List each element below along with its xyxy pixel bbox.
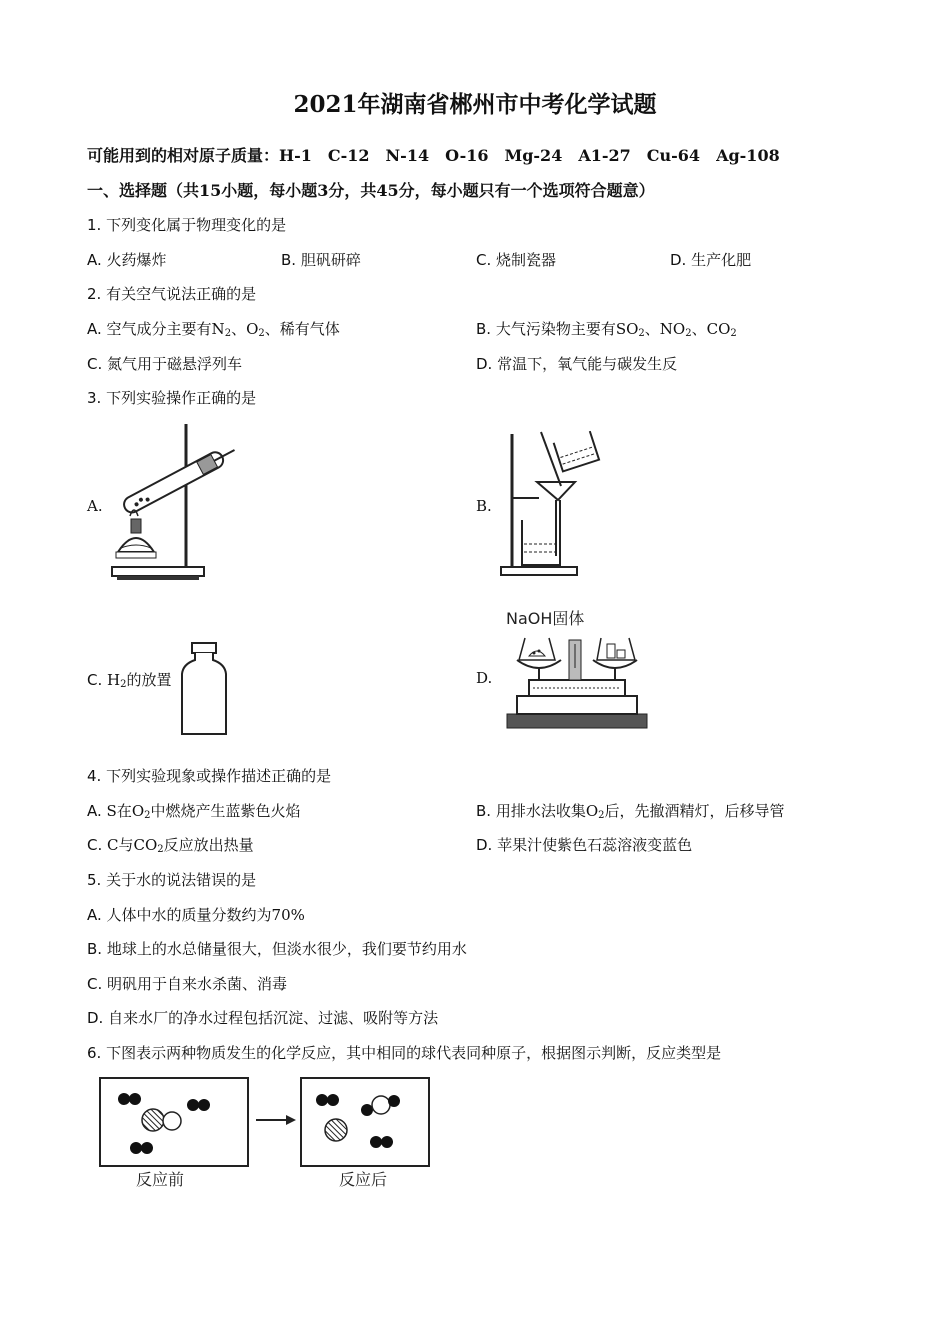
q2-option-a: A. 空气成分主要有$N_2$、$O_2$、稀有气体 <box>87 320 340 339</box>
q2-option-b: B. 大气污染物主要有$SO_2$、$NO_2$、$CO_2$ <box>476 320 737 339</box>
question-4-stem: 下列实验现象或操作描述正确的是 <box>106 767 332 785</box>
atomic-mass-cu: Cu-64 <box>646 146 701 165</box>
q4-option-b: B. 用排水法收集$O_2$后，先撤酒精灯，后移导管 <box>476 802 785 821</box>
atomic-mass-n: N-14 <box>385 146 430 165</box>
naoh-solid-label: NaOH固体 <box>506 609 585 628</box>
question-3 <box>87 387 256 408</box>
q5-option-d: D. 自来水厂的净水过程包括沉淀、过滤、吸附等方法 <box>87 1009 439 1027</box>
question-5 <box>87 869 256 890</box>
q2-option-c: C. 氮气用于磁悬浮列车 <box>87 355 243 373</box>
q4-option-a: A. S在$O_2$中燃烧产生蓝紫色火焰 <box>87 802 301 821</box>
question-6-number: 6. <box>87 1044 102 1062</box>
question-2-number: 2. <box>87 285 102 303</box>
question-2-stem: 有关空气说法正确的是 <box>106 285 257 303</box>
atomic-mass-ag: Ag-108 <box>716 146 780 165</box>
q1-option-c: C. 烧制瓷器 <box>476 251 557 269</box>
question-6 <box>87 1042 721 1063</box>
question-6-stem: 下图表示两种物质发生的化学反应，其中相同的球代表同种原子，根据图示判断，反应类型是 <box>106 1044 722 1062</box>
section-heading: 一、选择题（共15小题，每小题3分，共45分，每小题只有一个选项符合题意） <box>87 181 655 200</box>
question-1 <box>87 214 286 235</box>
after-reaction-box <box>301 1078 429 1166</box>
heating-test-tube-figure <box>108 420 248 582</box>
question-2 <box>87 283 256 304</box>
q1-option-b: B. 胆矾研碎 <box>281 251 361 269</box>
question-1-number: 1. <box>87 216 102 234</box>
filtration-figure <box>497 428 609 580</box>
before-reaction-label: 反应前 <box>136 1170 185 1189</box>
q3-option-b-letter: B. <box>476 497 492 515</box>
balance-figure <box>503 604 653 732</box>
q4-option-c: C. C与$CO_2$反应放出热量 <box>87 836 254 855</box>
question-5-stem: 关于水的说法错误的是 <box>106 871 257 889</box>
question-1-stem: 下列变化属于物理变化的是 <box>106 216 287 234</box>
q3-option-c: C. $H_2$的放置 <box>87 671 172 690</box>
question-3-number: 3. <box>87 389 102 407</box>
question-3-stem: 下列实验操作正确的是 <box>106 389 257 407</box>
atomic-masses-label: 可能用到的相对原子质量： <box>87 146 280 165</box>
q5-option-a: A. 人体中水的质量分数约为70% <box>87 906 305 924</box>
q1-option-a: A. 火药爆炸 <box>87 251 167 269</box>
atomic-mass-mg: Mg-24 <box>504 146 563 165</box>
q2-option-d: D. 常温下，氧气能与碳发生反 <box>476 355 678 373</box>
gas-bottle-figure <box>178 640 230 738</box>
question-4 <box>87 765 331 786</box>
after-reaction-label: 反应后 <box>339 1170 388 1189</box>
question-4-number: 4. <box>87 767 102 785</box>
atomic-mass-o: O-16 <box>445 146 489 165</box>
atomic-masses <box>87 143 780 166</box>
q5-option-c: C. 明矾用于自来水杀菌、消毒 <box>87 975 288 993</box>
reaction-diagram <box>96 1072 446 1197</box>
q5-option-b: B. 地球上的水总储量很大，但淡水很少，我们要节约用水 <box>87 940 467 958</box>
q1-option-d: D. 生产化肥 <box>670 251 752 269</box>
page-title: 2021年湖南省郴州市中考化学试题 <box>293 91 657 118</box>
reaction-arrow <box>256 1115 296 1125</box>
before-reaction-box <box>100 1078 248 1166</box>
q3-option-d-letter: D. <box>476 669 493 687</box>
question-5-number: 5. <box>87 871 102 889</box>
atomic-mass-h: H-1 <box>279 146 312 165</box>
atomic-mass-c: C-12 <box>327 146 370 165</box>
q3-option-a-letter: A. <box>87 497 103 515</box>
atomic-mass-al: A1-27 <box>578 146 631 165</box>
q4-option-d: D. 苹果汁使紫色石蕊溶液变蓝色 <box>476 836 693 854</box>
